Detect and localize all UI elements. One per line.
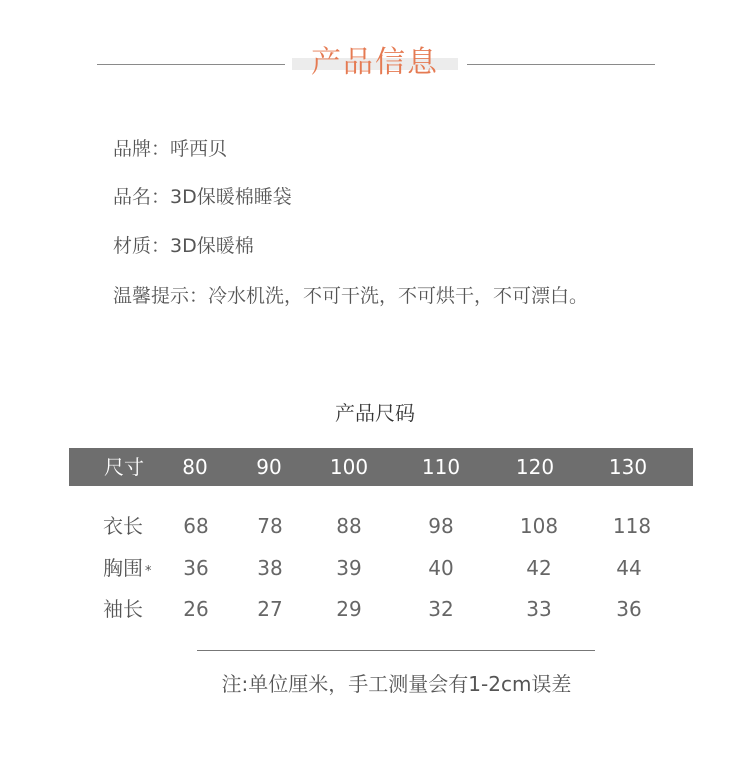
table-cell: 98	[428, 514, 454, 538]
table-cell: 68	[183, 514, 209, 538]
title-rule-left	[97, 64, 285, 65]
table-cell: 33	[526, 597, 552, 621]
table-cell: 36	[183, 556, 209, 580]
row-label-sleeve: 袖长	[103, 597, 143, 621]
row-label-length: 衣长	[103, 514, 143, 538]
header-cell-size: 尺寸	[104, 455, 144, 479]
header-cell: 120	[515, 455, 555, 479]
info-material: 材质：3D保暖棉	[113, 235, 254, 257]
info-brand: 品牌：呼西贝	[113, 138, 228, 160]
table-cell: 26	[183, 597, 209, 621]
table-cell: 40	[428, 556, 454, 580]
header-cell: 80	[182, 455, 208, 479]
table-cell: 88	[336, 514, 362, 538]
section-title	[292, 44, 458, 82]
table-cell: 38	[257, 556, 283, 580]
table-cell: 78	[257, 514, 283, 538]
table-cell: 29	[336, 597, 362, 621]
header-cell: 110	[421, 455, 461, 479]
measurement-note: 注:单位厘米，手工测量会有1-2cm误差	[221, 672, 572, 696]
info-care-tips: 温馨提示：冷水机洗，不可干洗，不可烘干，不可漂白。	[113, 285, 589, 307]
asterisk-mark: *	[145, 564, 152, 579]
table-cell: 108	[519, 514, 559, 538]
size-table-title: 产品尺码	[335, 401, 415, 425]
table-cell: 27	[257, 597, 283, 621]
table-cell: 118	[612, 514, 652, 538]
header-cell: 100	[329, 455, 369, 479]
table-bottom-rule	[197, 650, 595, 651]
table-cell: 39	[336, 556, 362, 580]
table-cell: 36	[616, 597, 642, 621]
section-title-text: 产品信息	[311, 45, 439, 80]
table-cell: 42	[526, 556, 552, 580]
row-label-chest: 胸围 *	[103, 556, 152, 580]
header-cell: 130	[608, 455, 648, 479]
table-cell: 32	[428, 597, 454, 621]
header-cell: 90	[256, 455, 282, 479]
title-rule-right	[467, 64, 655, 65]
table-cell: 44	[616, 556, 642, 580]
info-product-name: 品名：3D保暖棉睡袋	[113, 186, 292, 208]
